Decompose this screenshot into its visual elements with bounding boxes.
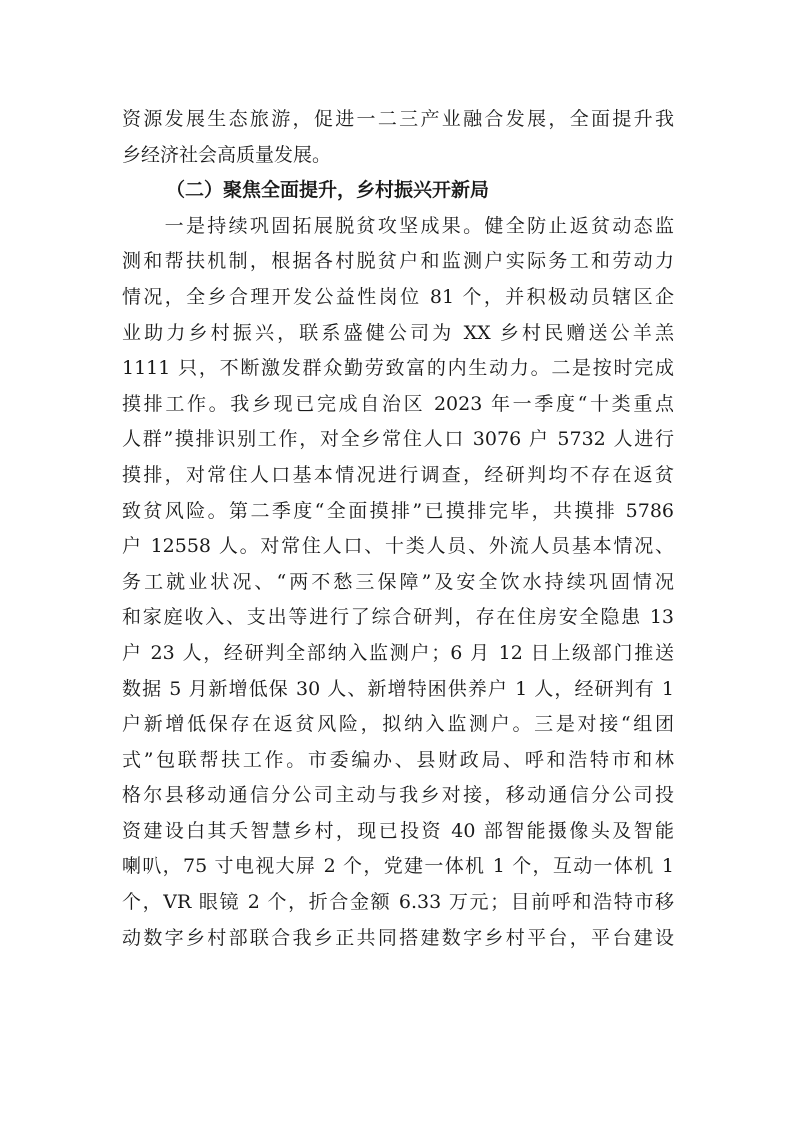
paragraph-line: 户 23 人，经研判全部纳入监测户；6 月 12 日上级部门推送: [122, 641, 674, 664]
paragraph-line: 乡经济社会高质量发展。: [122, 143, 332, 166]
paragraph-line: 测和帮扶机制，根据各村脱贫户和监测户实际务工和劳动力: [122, 250, 674, 273]
paragraph-line: 摸排，对常住人口基本情况进行调查，经研判均不存在返贫: [122, 463, 674, 486]
paragraph-line: 式”包联帮扶工作。市委编办、县财政局、呼和浩特市和林: [122, 748, 674, 771]
paragraph-line: 业助力乡村振兴，联系盛健公司为 XX 乡村民赠送公羊羔: [122, 321, 674, 344]
paragraph-line: 数据 5 月新增低保 30 人、新增特困供养户 1 人，经研判有 1: [122, 677, 674, 700]
section-heading: （二）聚焦全面提升，乡村振兴开新局: [166, 179, 490, 202]
document-body: [122, 102, 674, 956]
paragraph-line: 资源发展生态旅游，促进一二三产业融合发展，全面提升我: [122, 108, 674, 130]
paragraph-line: 动数字乡村部联合我乡正共同搭建数字乡村平台，平台建设: [122, 926, 674, 949]
paragraph-line: 务工就业状况、“两不愁三保障”及安全饮水持续巩固情况: [122, 570, 674, 593]
paragraph-line: 情况，全乡合理开发公益性岗位 81 个，并积极动员辖区企: [122, 285, 674, 308]
paragraph-line: 人群”摸排识别工作，对全乡常住人口 3076 户 5732 人进行: [122, 428, 674, 451]
paragraph-line: 喇叭，75 寸电视大屏 2 个，党建一体机 1 个，互动一体机 1: [122, 855, 674, 878]
paragraph-line: 致贫风险。第二季度“全面摸排”已摸排完毕，共摸排 5786: [122, 499, 674, 522]
paragraph-line: 一是持续巩固拓展脱贫攻坚成果。健全防止返贫动态监: [122, 214, 674, 237]
paragraph-line: 户新增低保存在返贫风险，拟纳入监测户。三是对接“组团: [122, 713, 674, 736]
paragraph-line: 格尔县移动通信分公司主动与我乡对接，移动通信分公司投: [122, 784, 674, 807]
paragraph-line: 户 12558 人。对常住人口、十类人员、外流人员基本情况、: [122, 535, 674, 558]
paragraph-line: 资建设白其夭智慧乡村，现已投资 40 部智能摄像头及智能: [122, 819, 674, 842]
paragraph-line: 摸排工作。我乡现已完成自治区 2023 年一季度“十类重点: [122, 392, 674, 415]
paragraph-line: 1111 只，不断激发群众勤劳致富的内生动力。二是按时完成: [122, 357, 674, 380]
paragraph-line: 和家庭收入、支出等进行了综合研判，存在住房安全隐患 13: [122, 606, 674, 629]
paragraph-line: 个，VR 眼镜 2 个，折合金额 6.33 万元；目前呼和浩特市移: [122, 891, 674, 914]
